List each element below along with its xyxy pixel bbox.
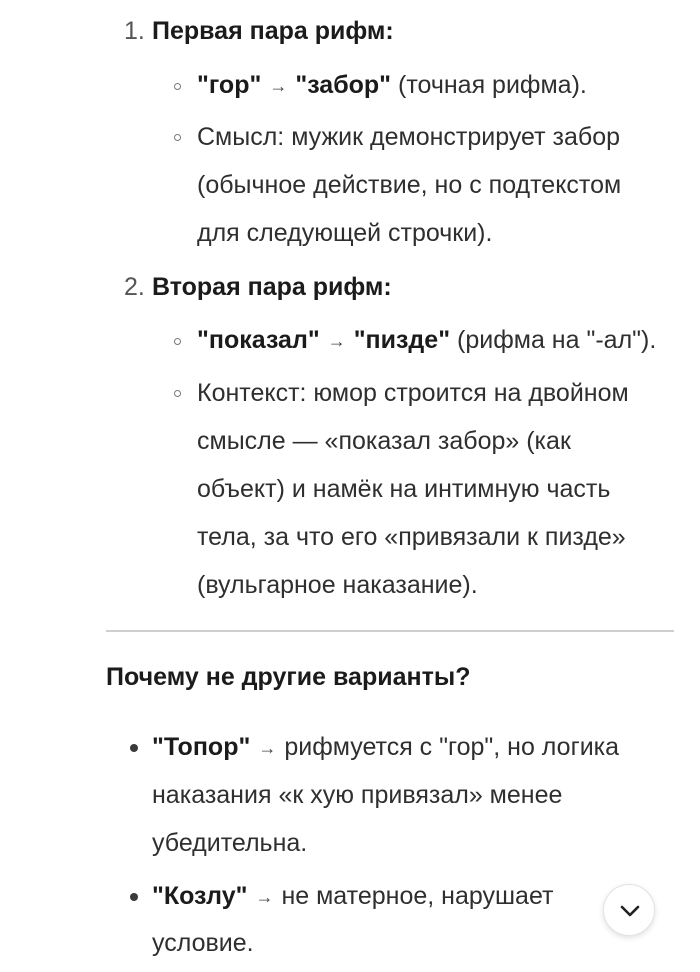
meaning-line: для следующей строчки). xyxy=(197,219,493,247)
rhyme-pair-line xyxy=(197,70,587,102)
chevron-down-icon xyxy=(617,898,643,924)
meaning-line: (обычное действие, но с подтекстом xyxy=(197,171,622,199)
rhyme-word: "гор" xyxy=(197,71,262,99)
rhyme-note: (рифма на "-ал"). xyxy=(450,326,657,354)
bullet-circle-icon xyxy=(174,390,181,397)
variant-word: "Топор" xyxy=(152,733,251,761)
context-line: тела, за что его «привязали к пизде» xyxy=(197,523,626,551)
scroll-to-bottom-button[interactable] xyxy=(603,884,655,936)
divider xyxy=(106,630,674,632)
list-number: 1. xyxy=(124,17,145,45)
variant-word: "Козлу" xyxy=(152,882,248,910)
variant-text: наказания «к хую привязал» менее xyxy=(152,781,563,809)
bullet-circle-icon xyxy=(174,338,181,345)
context-line: смысле — «показал забор» (как xyxy=(197,427,571,455)
variant-line xyxy=(152,881,553,913)
rhyme-note: (точная рифма). xyxy=(391,71,587,99)
bullet-circle-icon xyxy=(174,83,181,90)
variant-line xyxy=(152,732,619,764)
bullet-disc-icon xyxy=(130,893,138,901)
list-item-title: Первая пара рифм: xyxy=(152,17,394,45)
section-heading: Почему не другие варианты? xyxy=(106,663,471,691)
context-line: (вульгарное наказание). xyxy=(197,571,478,599)
rhyme-word: "пизде" xyxy=(353,326,451,354)
rhyme-word: "забор" xyxy=(295,71,392,99)
arrow-right-icon: → xyxy=(327,331,346,351)
variant-text: условие. xyxy=(152,929,254,957)
arrow-right-icon: → xyxy=(255,887,274,907)
list-item-title: Вторая пара рифм: xyxy=(152,273,392,301)
arrow-right-icon: → xyxy=(258,738,277,758)
meaning-line: Смысл: мужик демонстрирует забор xyxy=(197,123,621,151)
rhyme-word: "показал" xyxy=(197,326,320,354)
arrow-right-icon: → xyxy=(269,76,288,96)
rhyme-pair-line xyxy=(197,325,656,357)
bullet-circle-icon xyxy=(174,134,181,141)
variant-text: рифмуется с "гор", но логика xyxy=(284,733,620,761)
variant-text: убедительна. xyxy=(152,829,308,857)
variant-text: не матерное, нарушает xyxy=(281,882,554,910)
context-line: Контекст: юмор строится на двойном xyxy=(197,379,629,407)
list-number: 2. xyxy=(124,273,145,301)
bullet-disc-icon xyxy=(130,744,138,752)
context-line: объект) и намёк на интимную часть xyxy=(197,475,611,503)
